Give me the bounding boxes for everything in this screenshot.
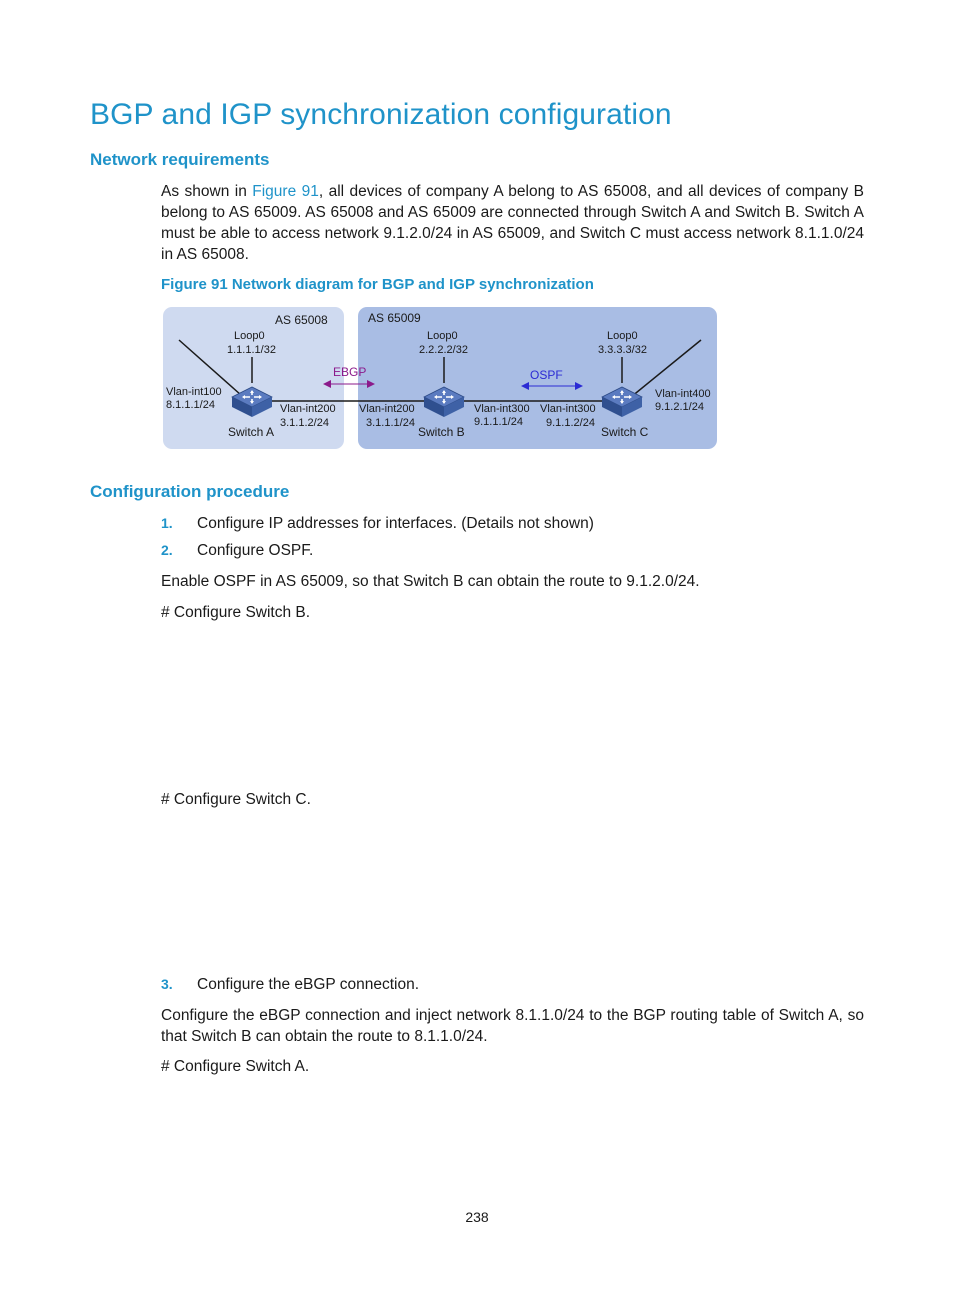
configure-switch-b-comment: # Configure Switch B. [161,604,311,621]
step-1 [161,513,594,534]
step-3-text: Configure the eBGP connection. [197,976,420,993]
switch-c-loop-ip: 3.3.3.3/32 [598,344,647,356]
switch-a-name: Switch A [228,425,275,439]
switch-b-right-if: Vlan-int300 [474,403,530,415]
as-65008-label: AS 65008 [275,313,328,327]
network-requirements-paragraph [161,181,864,265]
page-number: 238 [465,1209,489,1225]
as-65009-label: AS 65009 [368,311,421,325]
step-1-number: 1. [161,515,173,531]
configuration-procedure-heading: Configuration procedure [90,482,290,501]
switch-c-right-ip: 9.1.2.1/24 [655,401,704,413]
configure-switch-c-comment: # Configure Switch C. [161,791,311,808]
switch-c-right-if: Vlan-int400 [655,388,711,400]
figure-91-link[interactable]: Figure 91 [252,183,319,200]
switch-a-right-ip: 3.1.1.2/24 [280,417,329,429]
step-2-text: Configure OSPF. [197,542,314,559]
switch-b-left-if: Vlan-int200 [359,403,415,415]
switch-a-left-if: Vlan-int100 [166,386,222,398]
page-heading: BGP and IGP synchronization configuration [90,98,672,131]
switch-c-name: Switch C [601,425,649,439]
switch-c-loop-name: Loop0 [607,330,638,342]
switch-a-left-ip: 8.1.1.1/24 [166,399,215,411]
network-diagram [161,305,719,451]
ebgp-label: EBGP [333,365,367,379]
network-requirements-heading: Network requirements [90,150,270,169]
switch-c-left-ip: 9.1.1.2/24 [546,417,595,429]
switch-a-loop-ip: 1.1.1.1/32 [227,344,276,356]
ebgp-intro-paragraph: Configure the eBGP connection and inject network 8.1.1.0/24 to the BGP routing table of Switch A, so that Switch B can obtain the route to 8.1.1.0/24. [161,1007,864,1045]
step-3-number: 3. [161,976,173,992]
para-prefix: As shown in [161,183,253,200]
para-suffix: , all devices of company A belong to AS 65008, and all devices of company B belong to AS 65009. AS 65008 and AS 65009 are connected through Switch A and Switch B. Switch A must be able to access network 9.1.2.0/24 in AS 65009, and Switch C must access network 8.1.1.0/24 in AS 65008. [161,183,864,263]
switch-b-loop-ip: 2.2.2.2/32 [419,344,468,356]
configure-switch-a-comment: # Configure Switch A. [161,1058,310,1075]
switch-a-loop-name: Loop0 [234,330,265,342]
switch-b-right-ip: 9.1.1.1/24 [474,416,523,428]
step-3 [161,974,419,995]
ospf-label: OSPF [530,368,563,382]
step-2 [161,540,313,561]
switch-a-right-if: Vlan-int200 [280,403,336,415]
switch-b-name: Switch B [418,425,465,439]
switch-b-loop-name: Loop0 [427,330,458,342]
switch-b-left-ip: 3.1.1.1/24 [366,417,415,429]
switch-c-left-if: Vlan-int300 [540,403,596,415]
step-2-number: 2. [161,542,173,558]
ospf-intro-text: Enable OSPF in AS 65009, so that Switch B can obtain the route to 9.1.2.0/24. [161,573,700,590]
step-1-text: Configure IP addresses for interfaces. (Details not shown) [197,515,594,532]
figure-caption: Figure 91 Network diagram for BGP and IGP synchronization [161,276,594,293]
